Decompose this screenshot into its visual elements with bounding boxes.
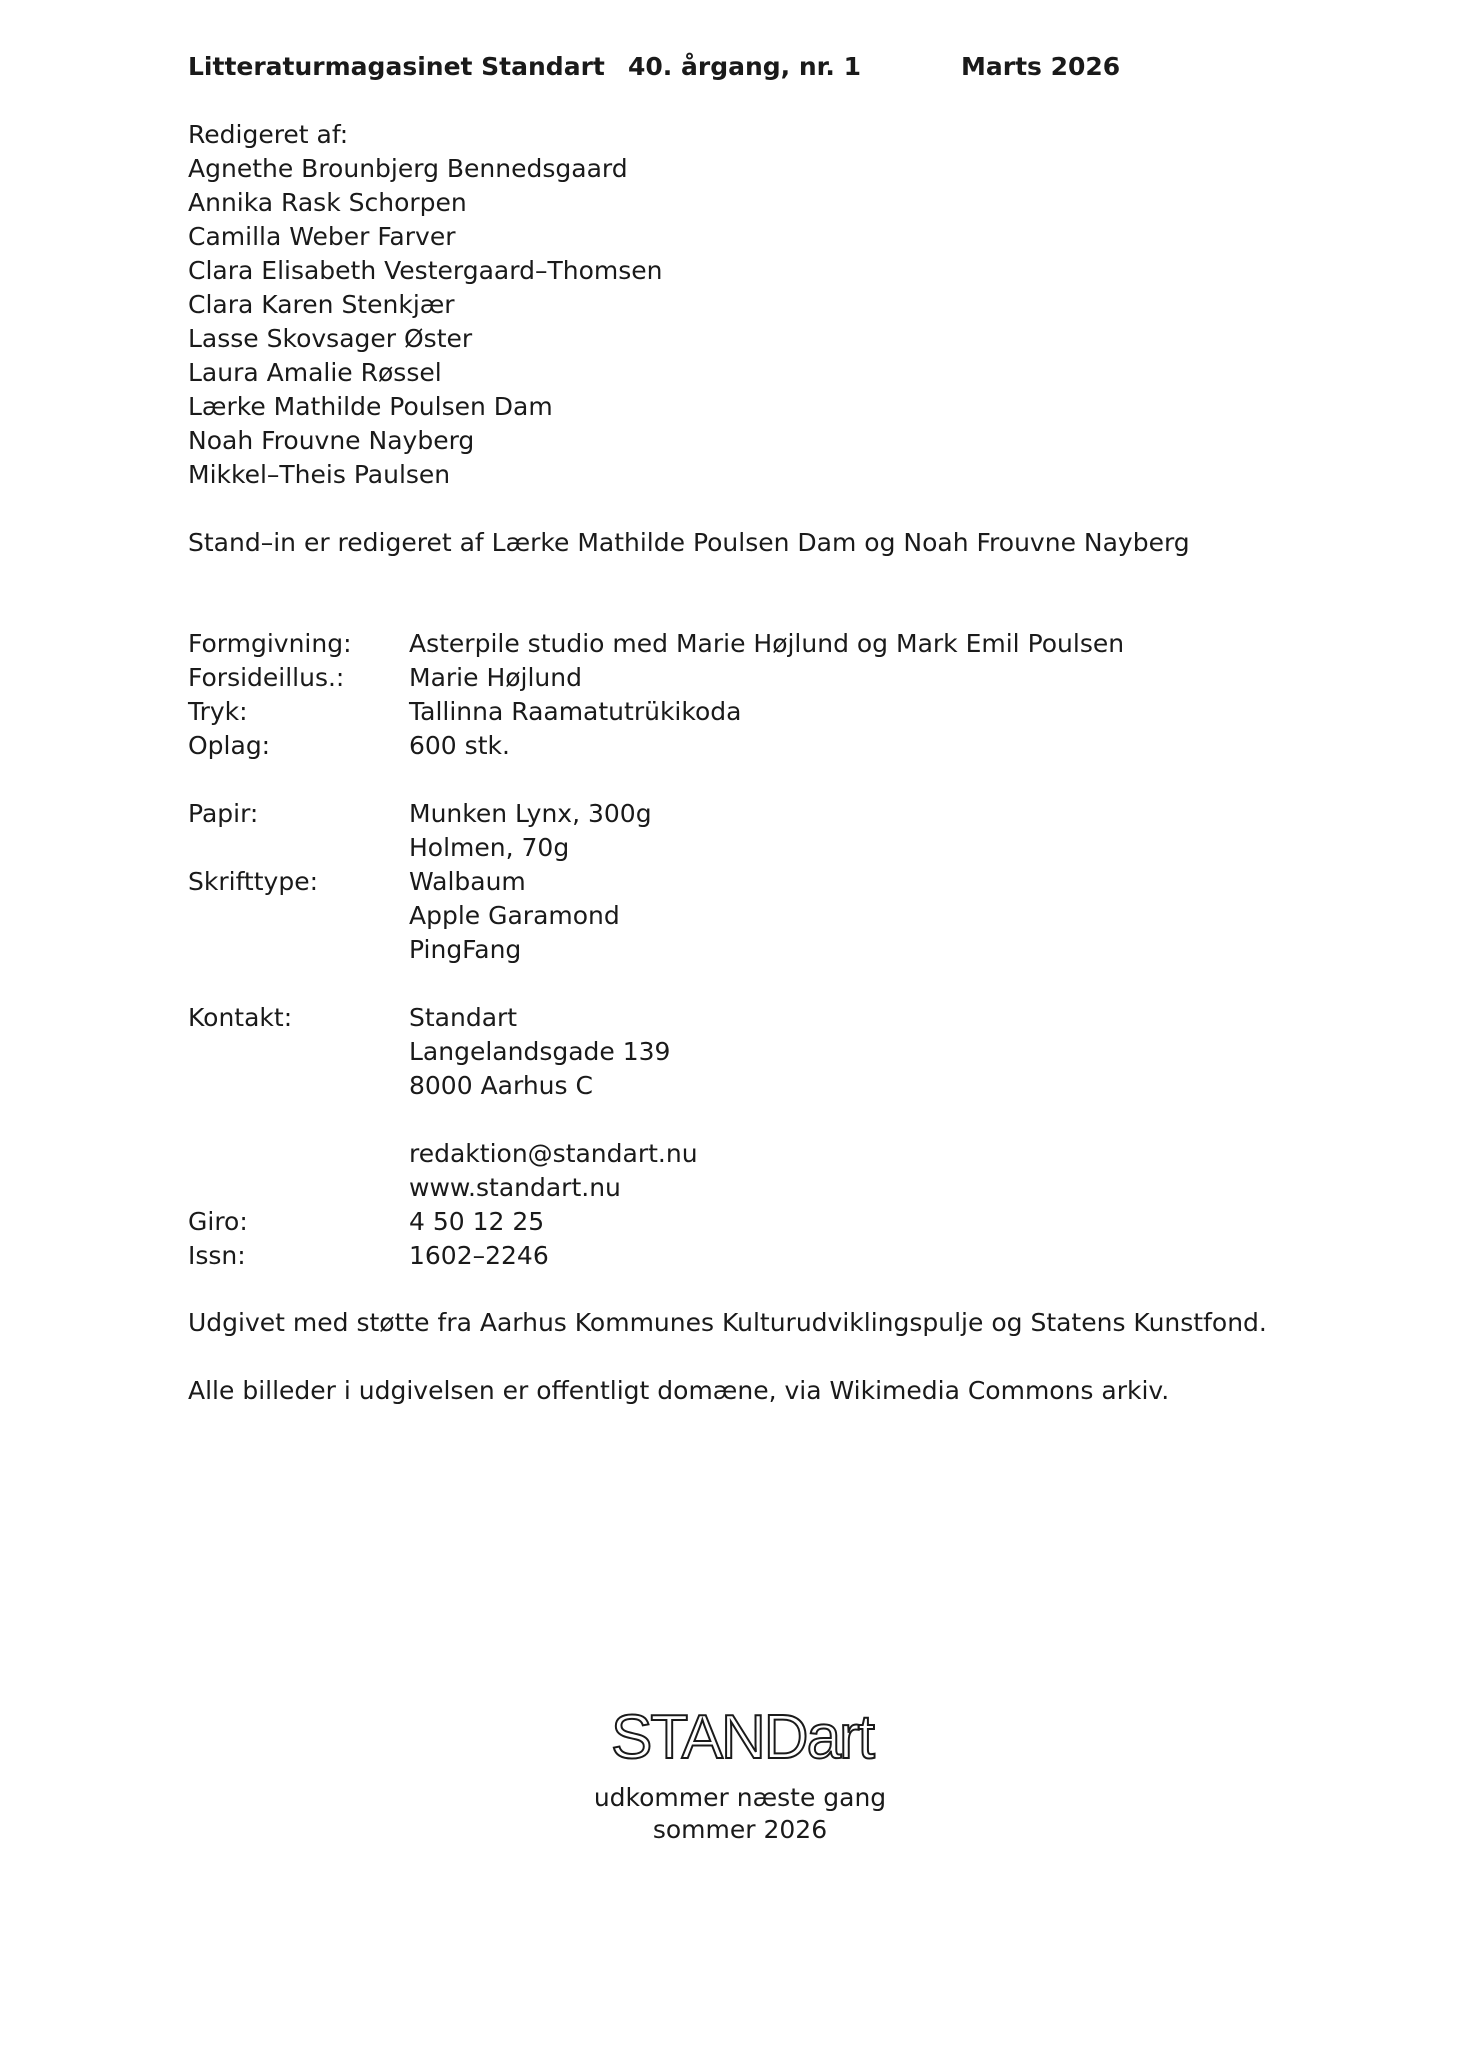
editor-name: Agnethe Brounbjerg Bennedsgaard — [188, 154, 628, 183]
colophon-row — [188, 865, 1288, 899]
colophon-value: Standart — [409, 1003, 518, 1032]
colophon-value: Apple Garamond — [409, 901, 620, 930]
next-issue — [540, 1782, 940, 1846]
colophon-value: Holmen, 70g — [409, 833, 570, 862]
magazine-title: Litteraturmagasinet Standart — [188, 52, 605, 81]
colophon-row — [188, 933, 1288, 967]
editor-name: Laura Amalie Røssel — [188, 358, 442, 387]
next-issue-line: udkommer næste gang — [593, 1783, 887, 1812]
colophon-row — [188, 627, 1288, 661]
colophon-row — [188, 1137, 1288, 1171]
colophon-row — [188, 729, 1288, 763]
colophon-row — [188, 1239, 1288, 1273]
editor-name: Mikkel–Theis Paulsen — [188, 460, 451, 489]
editors-label: Redigeret af: — [188, 120, 349, 149]
masthead — [188, 52, 1288, 92]
colophon-value: 1602–2246 — [409, 1241, 549, 1270]
colophon — [188, 627, 1288, 1273]
colophon-value: Walbaum — [409, 867, 526, 896]
colophon-value: PingFang — [409, 935, 522, 964]
colophon-value: Munken Lynx, 300g — [409, 799, 652, 828]
issue-date: Marts 2026 — [961, 52, 1121, 81]
colophon-row — [188, 797, 1288, 831]
images-note: Alle billeder i udgivelsen er offentligt domæne, via Wikimedia Commons arkiv. — [188, 1376, 1170, 1405]
website-link[interactable]: www.standart.nu — [409, 1173, 621, 1202]
editors-list — [188, 118, 662, 492]
colophon-label: Oplag: — [188, 731, 271, 760]
colophon-row — [188, 1205, 1288, 1239]
editor-name: Camilla Weber Farver — [188, 222, 456, 251]
colophon-value: 4 50 12 25 — [409, 1207, 545, 1236]
colophon-row — [188, 1171, 1288, 1205]
colophon-row — [188, 1035, 1288, 1069]
editor-name: Clara Karen Stenkjær — [188, 290, 455, 319]
colophon-row — [188, 899, 1288, 933]
colophon-row — [188, 831, 1288, 865]
next-issue-line: sommer 2026 — [652, 1815, 828, 1844]
colophon-row — [188, 661, 1288, 695]
colophon-row — [188, 1001, 1288, 1035]
colophon-value: Langelandsgade 139 — [409, 1037, 671, 1066]
colophon-label: Tryk: — [188, 697, 248, 726]
editor-name: Lærke Mathilde Poulsen Dam — [188, 392, 553, 421]
colophon-label: Kontakt: — [188, 1003, 293, 1032]
colophon-label: Skrifttype: — [188, 867, 319, 896]
standart-logo — [582, 1692, 902, 1772]
colophon-label: Forsideillus.: — [188, 663, 345, 692]
issue-number: 40. årgang, nr. 1 — [628, 52, 862, 81]
colophon-label: Giro: — [188, 1207, 248, 1236]
standin-credit: Stand–in er redigeret af Lærke Mathilde Poulsen Dam og Noah Frouvne Nayberg — [188, 528, 1190, 557]
colophon-label: Issn: — [188, 1241, 246, 1270]
colophon-value: Asterpile studio med Marie Højlund og Mark Emil Poulsen — [409, 629, 1125, 658]
colophon-row — [188, 695, 1288, 729]
editor-name: Annika Rask Schorpen — [188, 188, 467, 217]
colophon-label: Formgivning: — [188, 629, 352, 658]
colophon-value: 600 stk. — [409, 731, 510, 760]
editor-name: Clara Elisabeth Vestergaard–Thomsen — [188, 256, 663, 285]
colophon-row — [188, 1069, 1288, 1103]
editor-name: Lasse Skovsager Øster — [188, 324, 473, 353]
colophon-value: 8000 Aarhus C — [409, 1071, 593, 1100]
support-note: Udgivet med støtte fra Aarhus Kommunes Kulturudviklingspulje og Statens Kunstfond. — [188, 1308, 1267, 1337]
editor-name: Noah Frouvne Nayberg — [188, 426, 475, 455]
colophon-label: Papir: — [188, 799, 259, 828]
logo-text: STANDart — [611, 1703, 873, 1772]
email-link[interactable]: redaktion@standart.nu — [409, 1139, 698, 1168]
colophon-value: Tallinna Raamatutrükikoda — [409, 697, 742, 726]
colophon-value: Marie Højlund — [409, 663, 582, 692]
